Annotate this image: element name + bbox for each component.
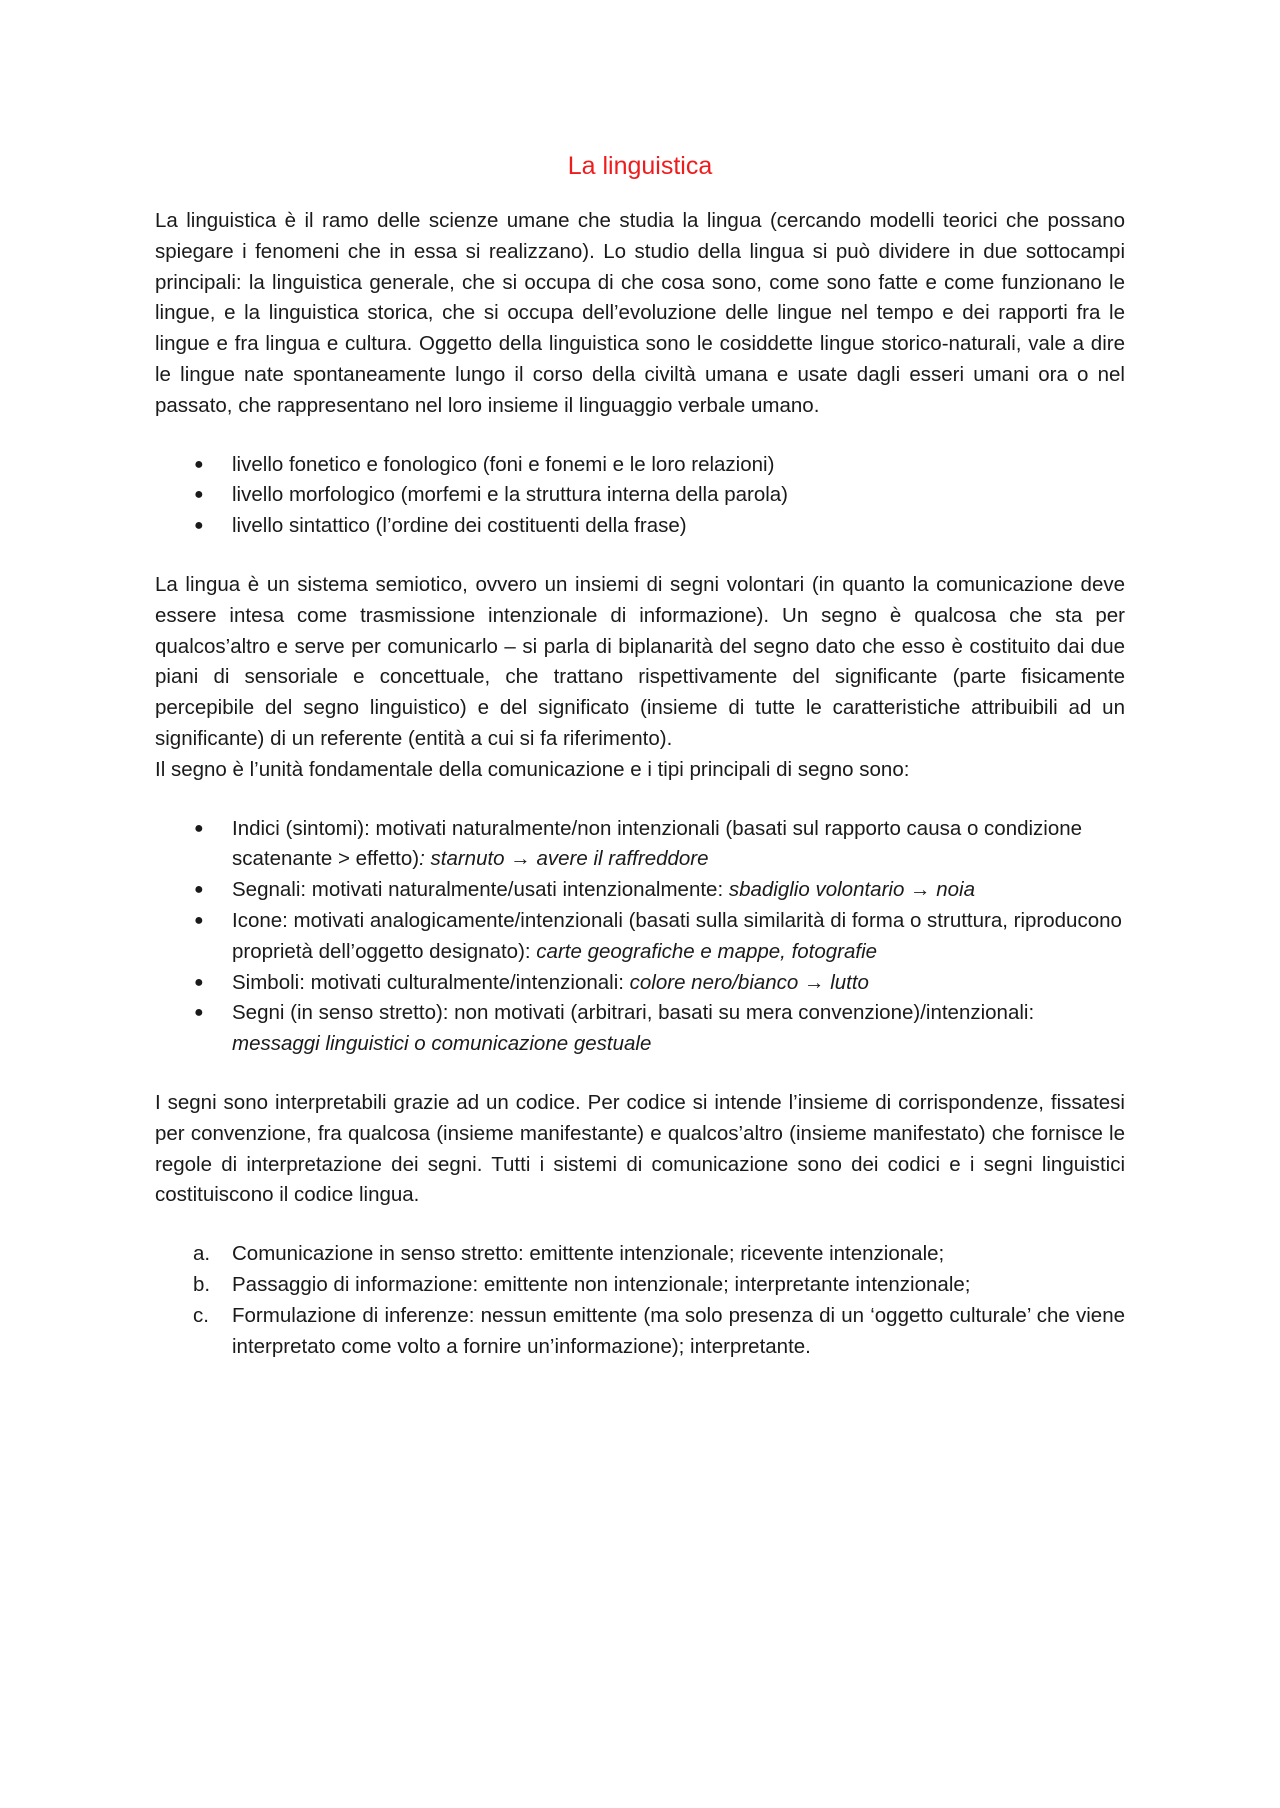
document-page xyxy=(155,150,1125,1362)
list-item-text: Comunicazione in senso stretto: emittente intenzionale; ricevente intenzionale; xyxy=(232,1242,945,1266)
document-title: La linguistica xyxy=(567,152,713,180)
bullet-icon: ● xyxy=(194,911,204,929)
list-item xyxy=(155,1239,1125,1270)
list-item-text: livello fonetico e fonologico (foni e fonemi e le loro relazioni) xyxy=(232,452,775,476)
bullet-icon: ● xyxy=(194,881,204,899)
bullet-icon: ● xyxy=(194,486,204,504)
list-marker: b. xyxy=(193,1272,211,1296)
list-marker: c. xyxy=(193,1303,209,1327)
list-item-text: Icone: motivati analogicamente/intenzionali (basati sulla similarità di forma o struttura, riproducono proprietà dell’oggetto designato): xyxy=(232,908,1122,963)
list-item xyxy=(155,1301,1125,1363)
list-item-text: Formulazione di inferenze: nessun emittente (ma solo presenza di un ‘oggetto culturale’ che viene interpretato come volto a fornire un’informazione); interpretante. xyxy=(232,1303,1125,1358)
list-item xyxy=(155,906,1125,968)
list-item-text: Passaggio di informazione: emittente non intenzionale; interpretante intenzionale; xyxy=(232,1272,971,1296)
list-item xyxy=(155,998,1125,1060)
list-item-example: carte geografiche e mappe, fotografie xyxy=(536,939,878,963)
communication-types-list xyxy=(155,1239,1125,1362)
semiotic-paragraph: La lingua è un sistema semiotico, ovvero un insiemi di segni volontari (in quanto la comunicazione deve essere intesa come trasmissione intenzionale di informazione). Un segno è qualcosa che sta per qualcos’altro e serve per comunicarlo – si parla di biplanarità del segno dato che esso è costituito dai due piani di sensoriale e concettuale, che trattano rispettivamente del significante (parte fisicamente percepibile del segno linguistico) e del significato (insieme di tutte le caratteristiche attribuibili ad un significante) di un referente (entità a cui si fa riferimento). xyxy=(155,572,1125,750)
list-item xyxy=(155,480,1125,511)
list-item xyxy=(155,450,1125,481)
list-item xyxy=(155,814,1125,876)
list-item xyxy=(155,1270,1125,1301)
list-item-example: sbadiglio volontario → noia xyxy=(728,878,975,902)
bullet-icon: ● xyxy=(194,455,204,473)
list-item xyxy=(155,511,1125,542)
levels-list xyxy=(155,450,1125,542)
list-item-text: livello sintattico (l’ordine dei costituenti della frase) xyxy=(232,514,687,538)
list-marker: a. xyxy=(193,1242,211,1266)
list-item-text: Segni (in senso stretto): non motivati (arbitrari, basati su mera convenzione)/intenzionali: xyxy=(232,1001,1035,1025)
list-item-text: livello morfologico (morfemi e la struttura interna della parola) xyxy=(232,483,789,507)
list-item-text: Segnali: motivati naturalmente/usati intenzionalmente: xyxy=(232,878,729,902)
list-item-example: : starnuto → avere il raffreddore xyxy=(419,847,709,871)
bullet-icon: ● xyxy=(194,517,204,535)
list-item-example: messaggi linguistici o comunicazione gestuale xyxy=(232,1032,652,1056)
list-item-example: colore nero/bianco → lutto xyxy=(629,970,869,994)
bullet-icon: ● xyxy=(194,973,204,991)
code-paragraph: I segni sono interpretabili grazie ad un codice. Per codice si intende l’insieme di corrispondenze, fissatesi per convenzione, fra qualcosa (insieme manifestante) e qualcos’altro (insieme manifestato) che fornisce le regole di interpretazione dei segni. Tutti i sistemi di comunicazione sono dei codici e i segni linguistici costituiscono il codice lingua. xyxy=(155,1090,1125,1207)
sign-types-list xyxy=(155,814,1125,1060)
list-item-text: Indici (sintomi): motivati naturalmente/non intenzionali (basati sul rapporto causa o condizione scatenante > effetto) xyxy=(232,816,1083,871)
sign-unit-paragraph: Il segno è l’unità fondamentale della comunicazione e i tipi principali di segno sono: xyxy=(155,757,910,781)
list-item-text: Simboli: motivati culturalmente/intenzionali: xyxy=(232,970,630,994)
list-item xyxy=(155,968,1125,999)
bullet-icon: ● xyxy=(194,1004,204,1022)
list-item xyxy=(155,875,1125,906)
intro-paragraph: La linguistica è il ramo delle scienze umane che studia la lingua (cercando modelli teorici che possano spiegare i fenomeni che in essa si realizzano). Lo studio della lingua si può dividere in due sottocampi principali: la linguistica generale, che si occupa di che cosa sono, come sono fatte e come funzionano le lingue, e la linguistica storica, che si occupa dell’evoluzione delle lingue nel tempo e dei rapporti fra le lingue e fra lingua e cultura. Oggetto della linguistica sono le cosiddette lingue storico-naturali, vale a dire le lingue nate spontaneamente lungo il corso della civiltà umana e usate dagli esseri umani ora o nel passato, che rappresentano nel loro insieme il linguaggio verbale umano. xyxy=(155,209,1125,417)
bullet-icon: ● xyxy=(194,819,204,837)
